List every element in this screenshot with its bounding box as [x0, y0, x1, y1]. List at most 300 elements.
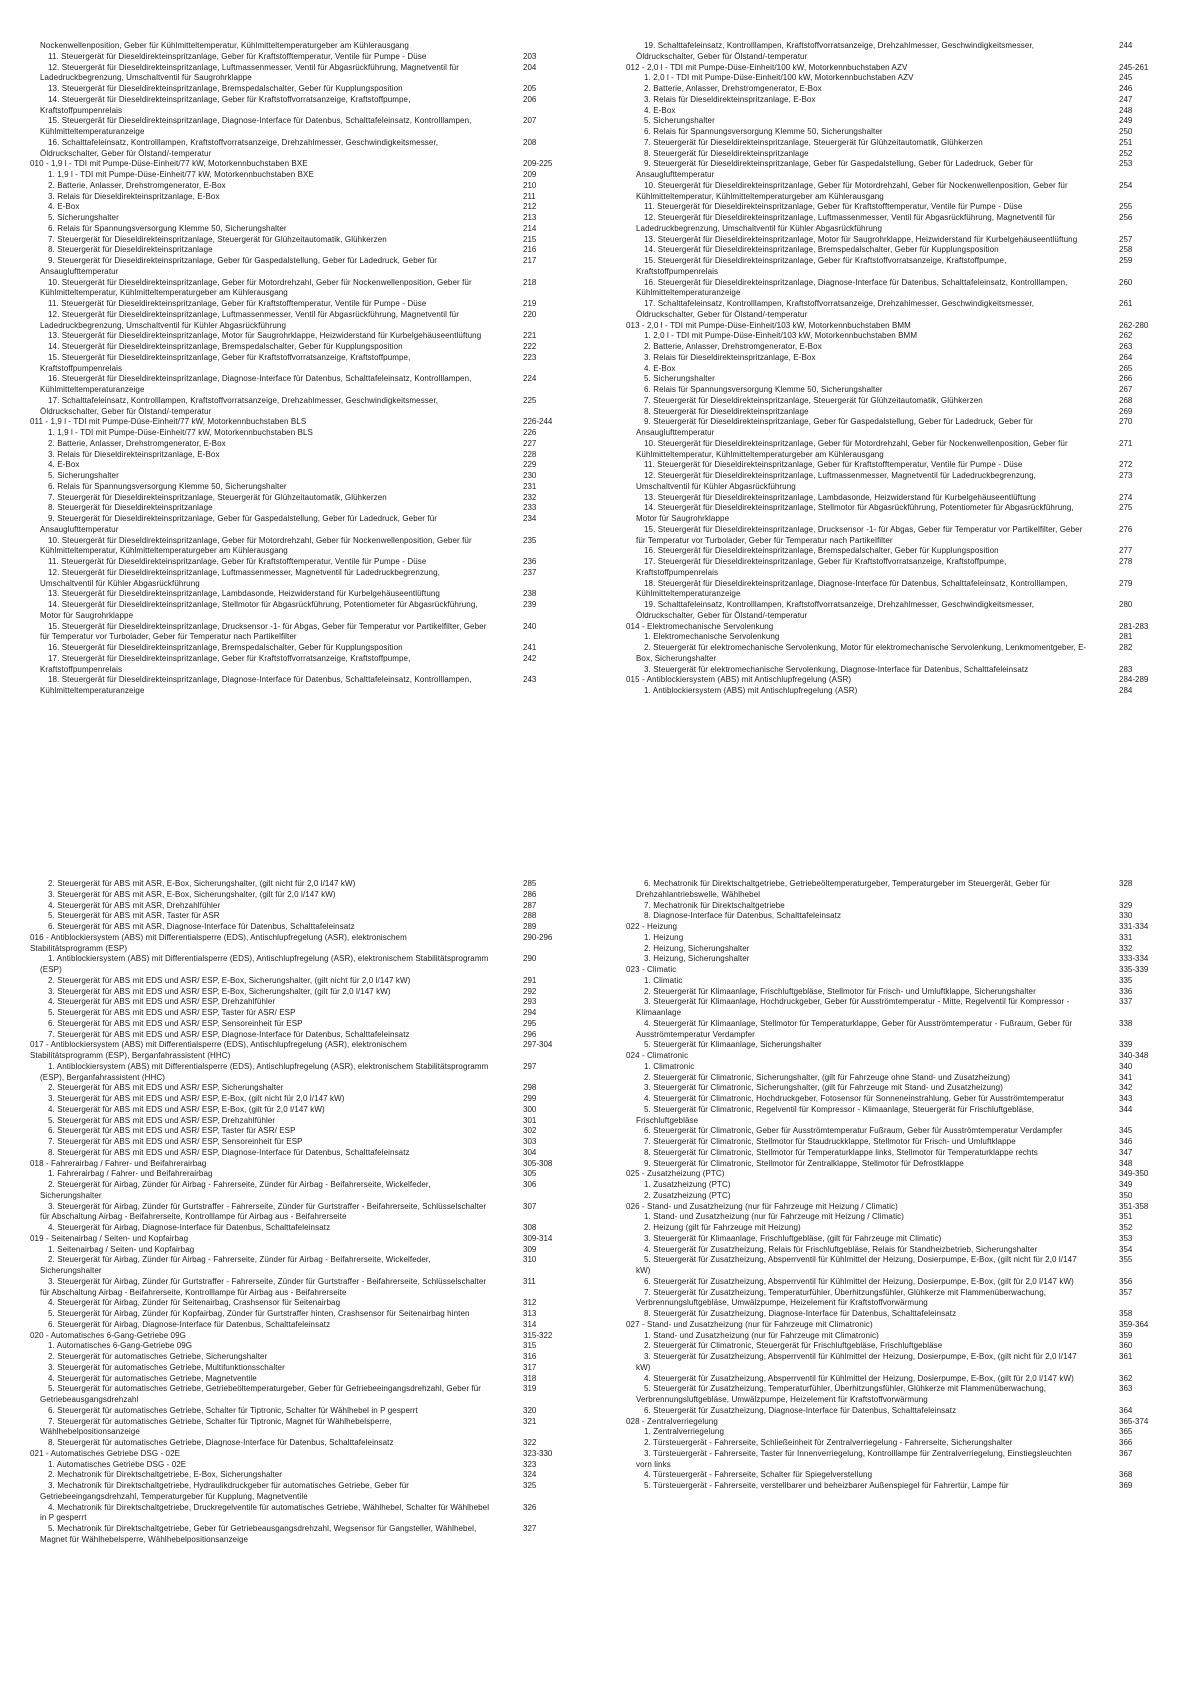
section-title: 028 - Zentralverriegelung: [626, 1416, 718, 1426]
page-number: 229: [523, 460, 537, 470]
page-number: 231: [523, 481, 537, 491]
page-number: 234: [523, 514, 537, 523]
index-entry-row: [30, 1524, 595, 1546]
entry-text: 2. Steuergerät für elektromechanische Servolenkung, Motor für elektromechanische Servolenkung, Lenkmomentgeber, E-Box, Sicherungshalter: [636, 643, 1087, 663]
section-title: 025 - Zusatzheizung (PTC): [626, 1169, 725, 1179]
index-entry-row: [626, 331, 1190, 342]
page-number: 317: [523, 1362, 537, 1372]
index-entry-row: [30, 181, 595, 192]
page-number: 285: [523, 879, 537, 888]
entry-text: 17. Steuergerät für Dieseldirekteinspritzanlage, Geber für Kraftstoffvorratsanzeige, Kraftstoffpumpe, Kraftstoffpumpenrelais: [40, 653, 411, 674]
page-number: 314: [523, 1319, 537, 1329]
entry-text: 8. Steuergerät für Dieseldirekteinspritzanlage: [644, 406, 809, 416]
entry-text: 11. Steuergerät für Dieseldirekteinspritzanlage, Geber für Kraftstofftemperatur, Ventile für Pumpe - Düse: [644, 460, 1023, 470]
entry-text: 3. Steuergerät für Zusatzheizung, Absperrventil für Kühlmittel der Heizung, Dosierpumpe, E-Box, (gilt nicht für 2,0 l/147 kW): [636, 1352, 1077, 1372]
entry-text: 3. Steuergerät für ABS mit EDS und ASR/ ESP, E-Box, (gilt nicht für 2,0 l/147 kW): [48, 1094, 345, 1103]
entry-text: 1. Fahrerairbag / Fahrer- und Beifahrerairbag: [48, 1169, 213, 1179]
page-number: 323: [523, 1459, 537, 1469]
section-header-row: [30, 1159, 595, 1170]
index-entry-row: [626, 84, 1190, 95]
page-number: 261: [1119, 299, 1133, 308]
page-number: 218: [523, 277, 537, 287]
page-number: 338: [1119, 1018, 1133, 1028]
page-number: 271: [1119, 438, 1133, 448]
entry-text: 19. Schalttafeleinsatz, Kontrolllampen, Kraftstoffvorratsanzeige, Drehzahlmesser, Geschwindigkeitsmesser, Öldruckschalter, Geber für Ölstand/-temperatur: [636, 600, 1035, 620]
entry-text: 5. Sicherungshalter: [48, 213, 119, 222]
entry-text: 8. Steuergerät für ABS mit EDS und ASR/ ESP, Diagnose-Interface für Datenbus, Schalttafeleinsatz: [48, 1147, 410, 1157]
page-number: 254: [1119, 180, 1133, 190]
entry-text: 3. Relais für Dieseldirekteinspritzanlage, E-Box: [48, 191, 220, 201]
section-header-row: [30, 1234, 595, 1245]
index-entry-row: [30, 170, 595, 181]
entry-text: 4. Steuergerät für Klimaanlage, Stellmotor für Temperaturklappe, Geber für Ausströmtemperatur - Fußraum, Geber für Ausströmtemperatur Verdampfer: [636, 1018, 1073, 1039]
entry-text: 11. Steuergerät für Dieseldirekteinspritzanlage, Geber für Kraftstofftemperatur, Ventile für Pumpe - Düse: [48, 51, 427, 61]
index-entry-row: [30, 1169, 595, 1180]
page-number: 340-348: [1119, 1051, 1149, 1060]
entry-text: 5. Türsteuergerät - Fahrerseite, verstellbarer und beheizbarer Außenspiegel für Fahrertür, Lampe für: [644, 1481, 1009, 1490]
page-number: 297: [523, 1061, 537, 1071]
index-entry-row: [30, 460, 595, 471]
index-entry-row: [30, 503, 595, 514]
entry-text: 14. Steuergerät für Dieseldirekteinspritzanlage, Bremspedalschalter, Geber für Kupplungsposition: [644, 245, 999, 255]
entry-text: 10. Steuergerät für Dieseldirekteinspritzanlage, Geber für Motordrehzahl, Geber für Nockenwellenposition, Geber für Kühlmitteltemperatur, Kühlmitteltemperaturgeber am Kühlerausgang: [40, 277, 472, 298]
index-entry-row: [30, 1384, 595, 1406]
entry-text: 17. Schalttafeleinsatz, Kontrolllampen, Kraftstoffvorratsanzeige, Drehzahlmesser, Geschwindigkeitsmesser, Öldruckschalter, Geber für Ölstand/-temperatur: [636, 299, 1035, 319]
section-title: 011 - 1,9 l - TDI mit Pumpe-Düse-Einheit/77 kW, Motorkennbuchstaben BLS: [30, 417, 307, 427]
entry-text: 4. Steuergerät für ABS mit EDS und ASR/ ESP, Drehzahlfühler: [48, 997, 276, 1007]
index-entry-row: [30, 471, 595, 482]
page-number: 324: [523, 1470, 537, 1480]
page-number: 360: [1119, 1341, 1133, 1351]
index-entry-row: [626, 407, 1190, 418]
page-number: 296: [523, 1029, 537, 1039]
page-number: 215: [523, 234, 537, 244]
page-number: 332: [1119, 943, 1133, 953]
section-header-row: [30, 1331, 595, 1342]
section-title: 014 - Elektromechanische Servolenkung: [626, 621, 774, 631]
index-entry-row: [626, 1245, 1190, 1256]
index-entry-row: [626, 643, 1190, 665]
index-entry-row: [626, 1159, 1190, 1170]
entry-text: 2. Heizung (gilt für Fahrzeuge mit Heizung): [644, 1223, 801, 1232]
page-number: 207: [523, 116, 537, 126]
entry-text: 8. Steuergerät für Dieseldirekteinspritzanlage: [48, 503, 213, 513]
entry-text: 6. Steuergerät für ABS mit EDS und ASR/ ESP, Taster für ASR/ ESP: [48, 1126, 296, 1136]
index-entry-row: [30, 890, 595, 901]
page-number: 357: [1119, 1287, 1133, 1297]
entry-text: 7. Steuergerät für Dieseldirekteinspritzanlage, Steuergerät für Glühzeitautomatik, Glühkerzen: [48, 234, 387, 244]
section-title: 013 - 2,0 l - TDI mit Pumpe-Düse-Einheit/103 kW, Motorkennbuchstaben BMM: [626, 320, 911, 330]
index-column-top-right: [626, 41, 1190, 697]
index-entry-row: [626, 1137, 1190, 1148]
entry-text: 5. Steuergerät für Zusatzheizung, Temperaturfühler, Überhitzungsfühler, Glühkerze mit Flammenüberwachung, Verbrennungsluftgebläse, Umwälzpumpe, Heizelement für Kraftstoffvorwärmung: [636, 1384, 1047, 1404]
page-number: 315-322: [523, 1330, 553, 1340]
page-number: 219: [523, 299, 537, 308]
page-number: 255: [1119, 202, 1133, 212]
entry-text: 16. Steuergerät für Dieseldirekteinspritzanlage, Diagnose-Interface für Datenbus, Schalttafeleinsatz, Kontrolllampen, Kühlmitteltemperaturanzeige: [636, 277, 1068, 298]
index-column-top-left: [30, 41, 595, 697]
page-number: 270: [1119, 417, 1133, 427]
entry-text: 2. Steuergerät für Airbag, Zünder für Airbag - Fahrerseite, Zünder für Airbag - Beifahrerseite, Wickelfeder, Sicherungshalter: [40, 1180, 431, 1200]
index-entry-row: [30, 310, 595, 332]
index-entry-row: [626, 1438, 1190, 1449]
page-number: 268: [1119, 395, 1133, 405]
index-entry-row: [626, 1255, 1190, 1277]
page-number: 294: [523, 1008, 537, 1017]
entry-text: 3. Steuergerät für automatisches Getriebe, Multifunktionsschalter: [48, 1362, 285, 1372]
page-number: 304: [523, 1147, 537, 1157]
page-number: 361: [1119, 1352, 1133, 1361]
index-entry-row: [626, 299, 1190, 321]
page-number: 228: [523, 449, 537, 459]
page-number: 330: [1119, 911, 1133, 921]
page-number: 221: [523, 331, 537, 341]
index-entry-row: [30, 1094, 595, 1105]
entry-text: Nockenwellenposition, Geber für Kühlmitteltemperatur, Kühlmitteltemperaturgeber am Kühlerausgang: [40, 41, 409, 50]
page-number: 227: [523, 438, 537, 448]
index-entry-row: [30, 1137, 595, 1148]
page-number: 250: [1119, 127, 1133, 136]
page-number: 212: [523, 202, 537, 212]
index-entry-row: [30, 52, 595, 63]
entry-text: 2. Batterie, Anlasser, Drehstromgenerator, E-Box: [48, 180, 226, 190]
entry-text: 4. Mechatronik für Direktschaltgetriebe, Druckregelventile für automatisches Getriebe, Wählhebel, Schalter für Wählhebel in P gesperrt: [40, 1502, 490, 1523]
section-header-row: [30, 1040, 595, 1062]
index-entry-row: [626, 245, 1190, 256]
page-number: 249: [1119, 116, 1133, 126]
section-header-row: [30, 159, 595, 170]
entry-text: 8. Steuergerät für Dieseldirekteinspritzanlage: [644, 148, 809, 158]
page-number: 204: [523, 62, 537, 72]
entry-text: 16. Schalttafeleinsatz, Kontrolllampen, Kraftstoffvorratsanzeige, Drehzahlmesser, Geschwindigkeitsmesser, Öldruckschalter, Geber für Ölstand/-temperatur: [40, 137, 439, 158]
index-entry-row: [30, 911, 595, 922]
index-entry-row: [30, 1116, 595, 1127]
page-number: 335: [1119, 975, 1133, 985]
page-number: 327: [523, 1524, 537, 1533]
page-number: 245: [1119, 73, 1133, 83]
index-entry-row: [30, 1062, 595, 1084]
index-entry-row: [30, 1105, 595, 1116]
page-number: 343: [1119, 1094, 1133, 1103]
index-entry-row: [30, 987, 595, 998]
index-entry-row: [626, 374, 1190, 385]
entry-text: 3. Steuergerät für ABS mit ASR, E-Box, Sicherungshalter, (gilt für 2,0 l/147 kW): [48, 889, 336, 899]
page-number: 203: [523, 51, 537, 61]
page-number: 305-308: [523, 1158, 553, 1168]
index-entry-row: [30, 1406, 595, 1417]
page-number: 283: [1119, 664, 1133, 674]
page-number: 340: [1119, 1061, 1133, 1071]
entry-text: 2. Steuergerät für ABS mit EDS und ASR/ ESP, Sicherungshalter: [48, 1083, 284, 1093]
index-entry-row: [626, 1040, 1190, 1051]
index-entry-row: [626, 1352, 1190, 1374]
entry-text: 13. Steuergerät für Dieseldirekteinspritzanlage, Lambdasonde, Heizwiderstand für Kurbelgehäuseentlüftung: [644, 492, 1036, 502]
index-entry-row: [626, 106, 1190, 117]
entry-text: 4. Steuergerät für Zusatzheizung, Absperrventil für Kühlmittel der Heizung, Dosierpumpe, E-Box, (gilt für 2,0 l/147 kW): [644, 1373, 1074, 1383]
entry-text: 2. Mechatronik für Direktschaltgetriebe, E-Box, Sicherungshalter: [48, 1470, 283, 1480]
entry-text: 8. Steuergerät für Dieseldirekteinspritzanlage: [48, 245, 213, 255]
page-number: 363: [1119, 1384, 1133, 1394]
index-entry-row: [30, 1320, 595, 1331]
page-number: 349: [1119, 1180, 1133, 1189]
index-entry-row: [30, 1374, 595, 1385]
index-entry-row: [626, 353, 1190, 364]
page-number: 281-283: [1119, 621, 1149, 631]
index-entry-row: [626, 665, 1190, 676]
page-number: 342: [1119, 1083, 1133, 1093]
entry-text: 15. Steuergerät für Dieseldirekteinspritzanlage, Geber für Kraftstoffvorratsanzeige, Kraftstoffpumpe, Kraftstoffpumpenrelais: [40, 352, 411, 373]
index-entry-row: [626, 525, 1190, 547]
entry-text: 2. Steuergerät für automatisches Getriebe, Sicherungshalter: [48, 1352, 268, 1361]
entry-text: 8. Diagnose-Interface für Datenbus, Schalttafeleinsatz: [644, 911, 842, 921]
index-entry-row: [30, 1019, 595, 1030]
index-entry-row: [626, 1449, 1190, 1471]
index-entry-row: [626, 364, 1190, 375]
entry-text: 2. Steuergerät für Klimaanlage, Frischluftgebläse, Stellmotor für Frisch- und Umluftklappe, Sicherungshalter: [644, 986, 1036, 996]
index-entry-row: [30, 299, 595, 310]
section-header-row: [626, 1169, 1190, 1180]
section-title: 015 - Antiblockiersystem (ABS) mit Antischlupfregelung (ASR): [626, 675, 852, 685]
entry-text: 16. Steuergerät für Dieseldirekteinspritzanlage, Bremspedalschalter, Geber für Kupplungsposition: [48, 643, 403, 652]
index-entry-row: [626, 546, 1190, 557]
index-entry-row: [30, 493, 595, 504]
index-entry-row: [626, 95, 1190, 106]
entry-text: 4. Steuergerät für Airbag, Diagnose-Interface für Datenbus, Schalttafeleinsatz: [48, 1223, 331, 1232]
page-number: 302: [523, 1126, 537, 1136]
page-number: 365: [1119, 1427, 1133, 1437]
page-number: 288: [523, 911, 537, 921]
entry-text: 12. Steuergerät für Dieseldirekteinspritzanlage, Luftmassenmesser, Magnetventil für Ladedruckbegrenzung, Umschaltventil für Kühler Abgasrückführung: [636, 471, 1036, 491]
index-entry-row: [30, 1202, 595, 1224]
entry-text: 8. Steuergerät für automatisches Getriebe, Diagnose-Interface für Datenbus, Schalttafeleinsatz: [48, 1438, 394, 1447]
page-number: 290: [523, 954, 537, 964]
page-number: 319: [523, 1384, 537, 1394]
entry-text: 7. Steuergerät für Climatronic, Stellmotor für Staudruckklappe, Stellmotor für Frisch- und Umluftklappe: [644, 1137, 1016, 1146]
entry-text: 16. Steuergerät für Dieseldirekteinspritzanlage, Bremspedalschalter, Geber für Kupplungsposition: [644, 546, 999, 556]
entry-text: 6. Relais für Spannungsversorgung Klemme 50, Sicherungshalter: [48, 481, 287, 491]
page-number: 291: [523, 975, 537, 985]
index-entry-row: [626, 342, 1190, 353]
entry-text: 15. Steuergerät für Dieseldirekteinspritzanlage, Drucksensor -1- für Abgas, Geber für Temperatur vor Partikelfilter, Geber für Temperatur vor Turbolader, Geber für Temperatur nach Partikelfilter: [40, 621, 487, 642]
page-number: 301: [523, 1115, 537, 1125]
entry-text: 2. Steuergerät für ABS mit EDS und ASR/ ESP, E-Box, Sicherungshalter, (gilt nicht für 2,0 l/147 kW): [48, 975, 411, 985]
page-number: 354: [1119, 1244, 1133, 1254]
section-header-row: [626, 965, 1190, 976]
section-title: 024 - Climatronic: [626, 1051, 689, 1060]
page-number: 281: [1119, 632, 1133, 642]
index-entry-row: [30, 1083, 595, 1094]
entry-text: 3. Relais für Dieseldirekteinspritzanlage, E-Box: [48, 449, 220, 459]
page-number: 316: [523, 1352, 537, 1361]
page-number: 333-334: [1119, 954, 1149, 964]
index-entry-row: [626, 911, 1190, 922]
index-entry-row: [626, 1277, 1190, 1288]
page-number: 344: [1119, 1104, 1133, 1114]
section-title: 016 - Antiblockiersystem (ABS) mit Differentialsperre (EDS), Antischlupfregelung (ASR), elektronischem Stabilitätsprogramm (ESP): [30, 932, 407, 953]
index-entry-row: [626, 1073, 1190, 1084]
index-entry-row: [30, 482, 595, 493]
entry-text: 1. 2,0 l - TDI mit Pumpe-Düse-Einheit/100 kW, Motorkennbuchstaben AZV: [644, 73, 914, 83]
page-number: 262-280: [1119, 320, 1149, 330]
page-number: 213: [523, 213, 537, 222]
section-header-row: [626, 1417, 1190, 1428]
entry-text: 4. E-Box: [48, 460, 80, 470]
index-entry-row: [626, 116, 1190, 127]
page-number: 348: [1119, 1158, 1133, 1168]
entry-text: 3. Steuergerät für Klimaanlage, Frischluftgebläse, (gilt für Fahrzeuge mit Climatic): [644, 1233, 942, 1243]
entry-text: 6. Steuergerät für Climatronic, Geber für Ausströmtemperatur Fußraum, Geber für Ausströmtemperatur Verdampfer: [644, 1126, 1063, 1136]
section-title: 012 - 2,0 l - TDI mit Pumpe-Düse-Einheit/100 kW, Motorkennbuchstaben AZV: [626, 62, 908, 72]
entry-text: 4. Türsteuergerät - Fahrerseite, Schalter für Spiegelverstellung: [644, 1470, 873, 1480]
page-number: 365-374: [1119, 1416, 1149, 1426]
entry-text: 4. Steuergerät für Climatronic, Hochdruckgeber, Fotosensor für Sonneneinstrahlung, Geber für Ausströmtemperatur: [644, 1094, 1065, 1103]
page-number: 238: [523, 589, 537, 599]
index-entry-row: [626, 493, 1190, 504]
index-entry-row: [626, 1341, 1190, 1352]
index-entry-row: [30, 954, 595, 976]
page-number: 325: [523, 1481, 537, 1490]
index-entry-row: [30, 84, 595, 95]
section-header-row: [626, 63, 1190, 74]
entry-text: 15. Steuergerät für Dieseldirekteinspritzanlage, Drucksensor -1- für Abgas, Geber für Temperatur vor Partikelfilter, Geber für Temperatur vor Turbolader, Geber für Temperatur nach Partikelfilter: [636, 524, 1083, 545]
entry-text: 1. Automatisches 6-Gang-Getriebe 09G: [48, 1341, 193, 1351]
index-entry-row: [30, 235, 595, 246]
index-entry-row: [626, 1427, 1190, 1438]
page-number: 331: [1119, 932, 1133, 942]
page-number: 326: [523, 1502, 537, 1512]
page-number: 339: [1119, 1040, 1133, 1050]
index-entry-row: [30, 202, 595, 213]
page-number: 287: [523, 900, 537, 910]
index-entry-row: [626, 235, 1190, 246]
index-entry-row: [626, 944, 1190, 955]
page-number: 310: [523, 1255, 537, 1265]
page-number: 243: [523, 675, 537, 685]
entry-text: 17. Steuergerät für Dieseldirekteinspritzanlage, Geber für Kraftstoffvorratsanzeige, Kraftstoffpumpe, Kraftstoffpumpenrelais: [636, 557, 1007, 577]
entry-text: 5. Mechatronik für Direktschaltgetriebe, Geber für Getriebeausgangsdrehzahl, Wegsensor für Gangsteller, Wählhebel, Magnet für Wählhebelsperre, Wählhebelpositionsanzeige: [40, 1524, 477, 1544]
index-entry-row: [30, 1341, 595, 1352]
page-number: 346: [1119, 1137, 1133, 1146]
section-title: 020 - Automatisches 6-Gang-Getriebe 09G: [30, 1330, 186, 1340]
index-entry-row: [30, 536, 595, 558]
section-title: 019 - Seitenairbag / Seiten- und Kopfairbag: [30, 1233, 189, 1243]
index-entry-row: [626, 976, 1190, 987]
entry-text: 7. Steuergerät für Dieseldirekteinspritzanlage, Steuergerät für Glühzeitautomatik, Glühkerzen: [48, 492, 387, 502]
entry-text: 7. Mechatronik für Direktschaltgetriebe: [644, 900, 785, 910]
entry-text: 7. Steuergerät für Zusatzheizung, Temperaturfühler, Überhitzungsfühler, Glühkerze mit Flammenüberwachung, Verbrennungsluftgebläse, Umwälzpumpe, Heizelement für Kraftstoffvorwärmung: [636, 1287, 1047, 1308]
page-number: 329: [1119, 900, 1133, 910]
entry-text: 3. Türsteuergerät - Fahrerseite, Taster für Innenverriegelung, Kontrolllampe für Zentralverriegelung, Einstiegsleuchten vorn links: [636, 1448, 1072, 1469]
page-number: 226-244: [523, 417, 553, 427]
entry-text: 12. Steuergerät für Dieseldirekteinspritzanlage, Luftmassenmesser, Ventil für Abgasrückführung, Magnetventil für Ladedruckbegrenzung, Umschaltventil für Kühler Abgasrückführung: [40, 309, 459, 330]
entry-text: 10. Steuergerät für Dieseldirekteinspritzanlage, Geber für Motordrehzahl, Geber für Nockenwellenposition, Geber für Kühlmitteltemperatur, Kühlmitteltemperaturgeber am Kühlerausgang: [40, 535, 472, 556]
entry-text: 15. Steuergerät für Dieseldirekteinspritzanlage, Geber für Kraftstoffvorratsanzeige, Kraftstoffpumpe, Kraftstoffpumpenrelais: [636, 256, 1007, 276]
page-number: 258: [1119, 245, 1133, 255]
entry-text: 1. Antiblockiersystem (ABS) mit Differentialsperre (EDS), Antischlupfregelung (ASR), elektronischem Stabilitätsprogramm (ESP): [40, 954, 489, 974]
entry-text: 3. Relais für Dieseldirekteinspritzanlage, E-Box: [644, 94, 816, 104]
page-number: 367: [1119, 1448, 1133, 1458]
page-number: 355: [1119, 1255, 1133, 1265]
index-entry-row: [30, 1180, 595, 1202]
page-number: 359-364: [1119, 1319, 1149, 1329]
page-number: 312: [523, 1298, 537, 1308]
index-entry-row: [30, 41, 595, 52]
index-entry-row: [30, 1352, 595, 1363]
index-entry-row: [626, 1288, 1190, 1310]
page-number: 290-296: [523, 932, 553, 942]
index-entry-row: [626, 127, 1190, 138]
index-entry-row: [626, 1481, 1190, 1492]
index-entry-row: [30, 1008, 595, 1019]
page-number: 210: [523, 180, 537, 190]
page-number: 230: [523, 471, 537, 480]
page-number: 222: [523, 342, 537, 351]
index-entry-row: [626, 1223, 1190, 1234]
page-number: 265: [1119, 363, 1133, 373]
index-entry-row: [626, 1234, 1190, 1245]
entry-text: 13. Steuergerät für Dieseldirekteinspritzanlage, Motor für Saugrohrklappe, Heizwiderstand für Kurbelgehäuseentlüftung: [48, 331, 482, 341]
page-number: 241: [523, 643, 537, 652]
entry-text: 5. Steuergerät für Climatronic, Regelventil für Kompressor - Klimaanlage, Steuergerät für Frischluftgebläse, Frischluftgebläse: [636, 1104, 1035, 1125]
page-number: 303: [523, 1137, 537, 1146]
index-entry-row: [626, 686, 1190, 697]
index-entry-row: [30, 879, 595, 890]
page-number: 347: [1119, 1147, 1133, 1157]
page-number: 266: [1119, 374, 1133, 384]
section-header-row: [626, 922, 1190, 933]
entry-text: 13. Steuergerät für Dieseldirekteinspritzanlage, Lambdasonde, Heizwiderstand für Kurbelgehäuseentlüftung: [48, 589, 440, 599]
entry-text: 1. Stand- und Zusatzheizung (nur für Fahrzeuge mit Climatronic): [644, 1330, 879, 1340]
index-entry-row: [626, 73, 1190, 84]
entry-text: 13. Steuergerät für Dieseldirekteinspritzanlage, Bremspedalschalter, Geber für Kupplungsposition: [48, 84, 403, 93]
index-entry-row: [30, 1470, 595, 1481]
entry-text: 1. 1,9 l - TDI mit Pumpe-Düse-Einheit/77 kW, Motorkennbuchstaben BLS: [48, 428, 313, 437]
index-entry-row: [626, 579, 1190, 601]
entry-text: 15. Steuergerät für Dieseldirekteinspritzanlage, Diagnose-Interface für Datenbus, Schalttafeleinsatz, Kontrolllampen, Kühlmitteltemperaturanzeige: [40, 116, 472, 136]
index-entry-row: [626, 181, 1190, 203]
entry-text: 6. Steuergerät für Zusatzheizung, Diagnose-Interface für Datenbus, Schalttafeleinsatz: [644, 1405, 957, 1415]
entry-text: 6. Steuergerät für Airbag, Diagnose-Interface für Datenbus, Schalttafeleinsatz: [48, 1319, 331, 1329]
entry-text: 4. Steuergerät für ABS mit EDS und ASR/ ESP, E-Box, (gilt für 2,0 l/147 kW): [48, 1104, 325, 1114]
entry-text: 9. Steuergerät für Dieseldirekteinspritzanlage, Geber für Gaspedalstellung, Geber für Ladedruck, Geber für Ansauglufttemperatur: [40, 256, 438, 276]
page-number: 223: [523, 352, 537, 362]
index-entry-row: [626, 1212, 1190, 1223]
index-entry-row: [30, 922, 595, 933]
index-entry-row: [626, 149, 1190, 160]
index-column-bottom-left: [30, 879, 595, 1546]
entry-text: 2. Batterie, Anlasser, Drehstromgenerator, E-Box: [48, 438, 226, 448]
index-entry-row: [30, 1255, 595, 1277]
index-entry-row: [626, 417, 1190, 439]
entry-text: 1. Zusatzheizung (PTC): [644, 1180, 731, 1189]
page-number: 300: [523, 1104, 537, 1114]
page-number: 306: [523, 1180, 537, 1189]
index-entry-row: [626, 901, 1190, 912]
entry-text: 14. Steuergerät für Dieseldirekteinspritzanlage, Stellmotor für Abgasrückführung, Potentiometer für Abgasrückführung, Motor für Saugrohrklappe: [636, 503, 1074, 523]
entry-text: 5. Steuergerät für ABS mit EDS und ASR/ ESP, Drehzahlfühler: [48, 1115, 276, 1125]
page-number: 352: [1119, 1223, 1133, 1232]
page-number: 267: [1119, 385, 1133, 394]
index-entry-row: [626, 278, 1190, 300]
page-number: 278: [1119, 557, 1133, 566]
entry-text: 3. Steuergerät für Airbag, Zünder für Gurtstraffer - Fahrerseite, Zünder für Gurtstraffer - Beifahrerseite, Schlüsselschalter für Abschaltung Airbag - Beifahrerseite, Kontrolllampe für Airbag aus - Beifahrerseite: [40, 1201, 487, 1222]
page-number: 369: [1119, 1481, 1133, 1490]
index-entry-row: [30, 901, 595, 912]
page-number: 341: [1119, 1072, 1133, 1082]
page-number: 297-304: [523, 1040, 553, 1050]
page-number: 351-358: [1119, 1201, 1149, 1211]
page-number: 309-314: [523, 1233, 553, 1243]
